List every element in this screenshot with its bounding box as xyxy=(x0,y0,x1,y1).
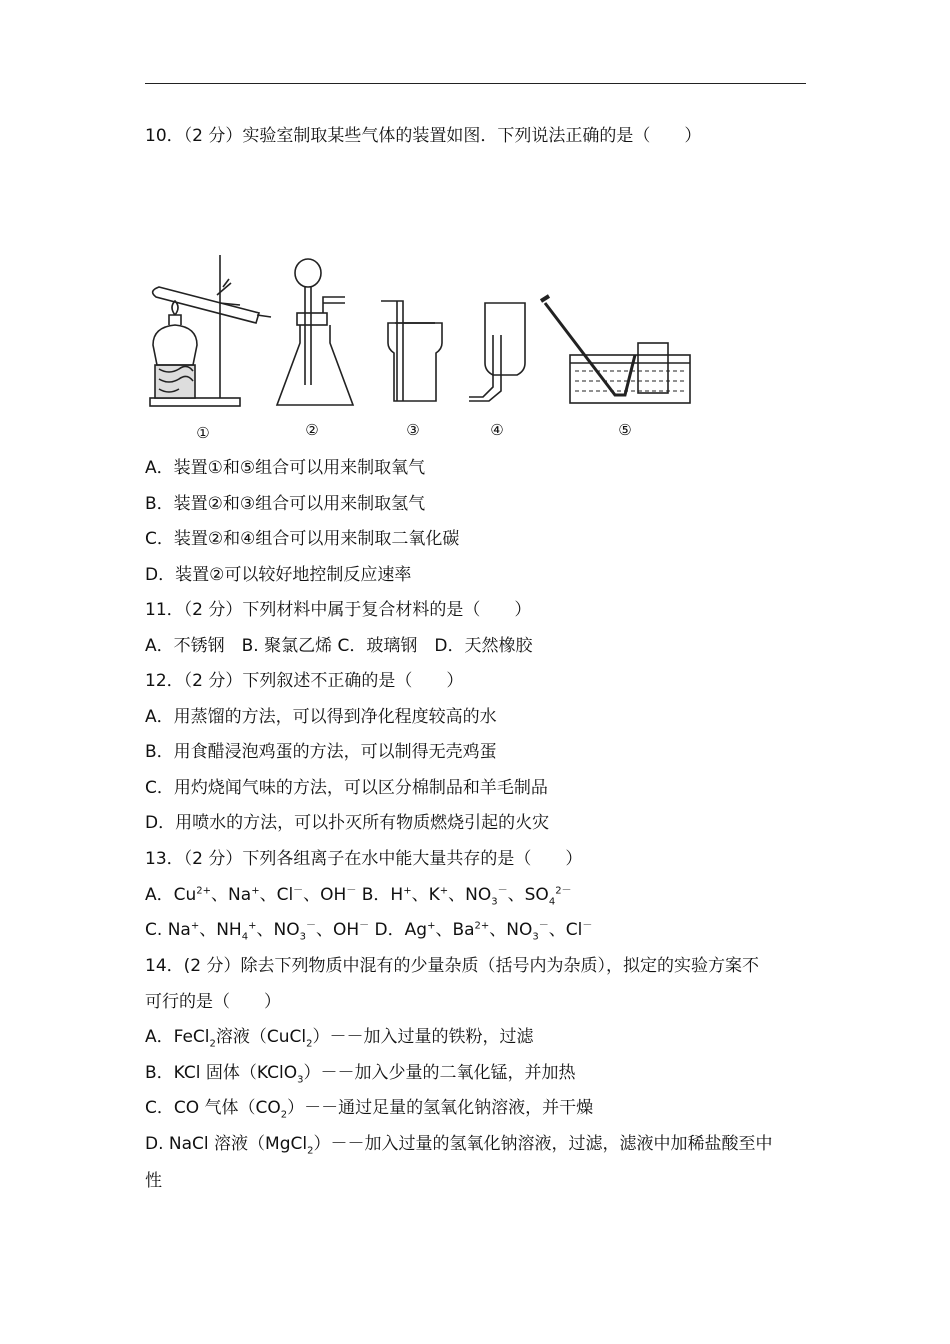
q10-option-a: A．装置①和⑤组合可以用来制取氧气 xyxy=(145,458,426,478)
q12-option-c: C．用灼烧闻气味的方法，可以区分棉制品和羊毛制品 xyxy=(145,778,548,798)
q12-option-a: A．用蒸馏的方法，可以得到净化程度较高的水 xyxy=(145,707,497,727)
q13-options-cd: C. Na+、$NH_4^+$、$NO_3^-$、OH－ D．Ag+、$Ba^{2+}$、$NO_3^-$、Cl－ xyxy=(145,920,593,943)
q10-option-b: B．装置②和③组合可以用来制取氢气 xyxy=(145,494,426,514)
q14-stem-1: 14．(2 分）除去下列物质中混有的少量杂质（括号内为杂质），拟定的实验方案不 xyxy=(145,956,759,976)
apparatus-1-heating xyxy=(150,255,271,406)
apparatus-4-inverted xyxy=(469,303,525,401)
q12-option-d: D．用喷水的方法，可以扑灭所有物质燃烧引起的火灾 xyxy=(145,813,550,833)
q11-stem: 11．（2 分）下列材料中属于复合材料的是（ ） xyxy=(145,600,532,620)
q14-option-b: B．KCl 固体（KClO$_3$）－－加入少量的二氧化锰，并加热 xyxy=(145,1063,576,1086)
q10-option-c: C．装置②和④组合可以用来制取二氧化碳 xyxy=(145,529,460,549)
figure-label-4: ④ xyxy=(490,421,504,439)
q11-options: A．不锈钢 B. 聚氯乙烯 C．玻璃钢 D．天然橡胶 xyxy=(145,636,533,656)
q14-option-a: A．FeCl$_2$溶液（CuCl$_2$）－－加入过量的铁粉，过滤 xyxy=(145,1027,534,1050)
apparatus-5-trough xyxy=(541,296,690,403)
q13-stem: 13．（2 分）下列各组离子在水中能大量共存的是（ ） xyxy=(145,849,583,869)
q12-stem: 12．（2 分）下列叙述不正确的是（ ） xyxy=(145,671,464,691)
q10-stem: 10．（2 分）实验室制取某些气体的装置如图．下列说法正确的是（ ） xyxy=(145,126,702,146)
figure-label-2: ② xyxy=(305,421,319,439)
q14-option-c: C．CO 气体$(CO_2)--$通过足量的氢氧化钠溶液，并干燥 xyxy=(145,1098,594,1121)
figure-label-3: ③ xyxy=(406,421,420,439)
apparatus-figure xyxy=(145,245,705,445)
q10-option-d: D．装置②可以较好地控制反应速率 xyxy=(145,565,412,585)
q12-option-b: B．用食醋浸泡鸡蛋的方法，可以制得无壳鸡蛋 xyxy=(145,742,497,762)
q14-option-d-cont: 性 xyxy=(145,1171,162,1191)
apparatus-3-bottle xyxy=(381,301,442,401)
apparatus-2-flask xyxy=(277,259,353,405)
q13-options-ab: A．$Cu^{2+}$、Na+、Cl－、OH－ B．H+、K+、$NO_3^-$、$SO_4^{2-}$ xyxy=(145,885,572,908)
figure-label-1: ① xyxy=(196,424,210,442)
q14-option-d: D. NaCl 溶液（MgCl$_2$）－－加入过量的氢氧化钠溶液，过滤，滤液中加稀盐酸至中 xyxy=(145,1134,773,1157)
figure-label-5: ⑤ xyxy=(618,421,632,439)
header-rule xyxy=(145,83,806,84)
q14-stem-2: 可行的是（ ） xyxy=(145,992,281,1012)
